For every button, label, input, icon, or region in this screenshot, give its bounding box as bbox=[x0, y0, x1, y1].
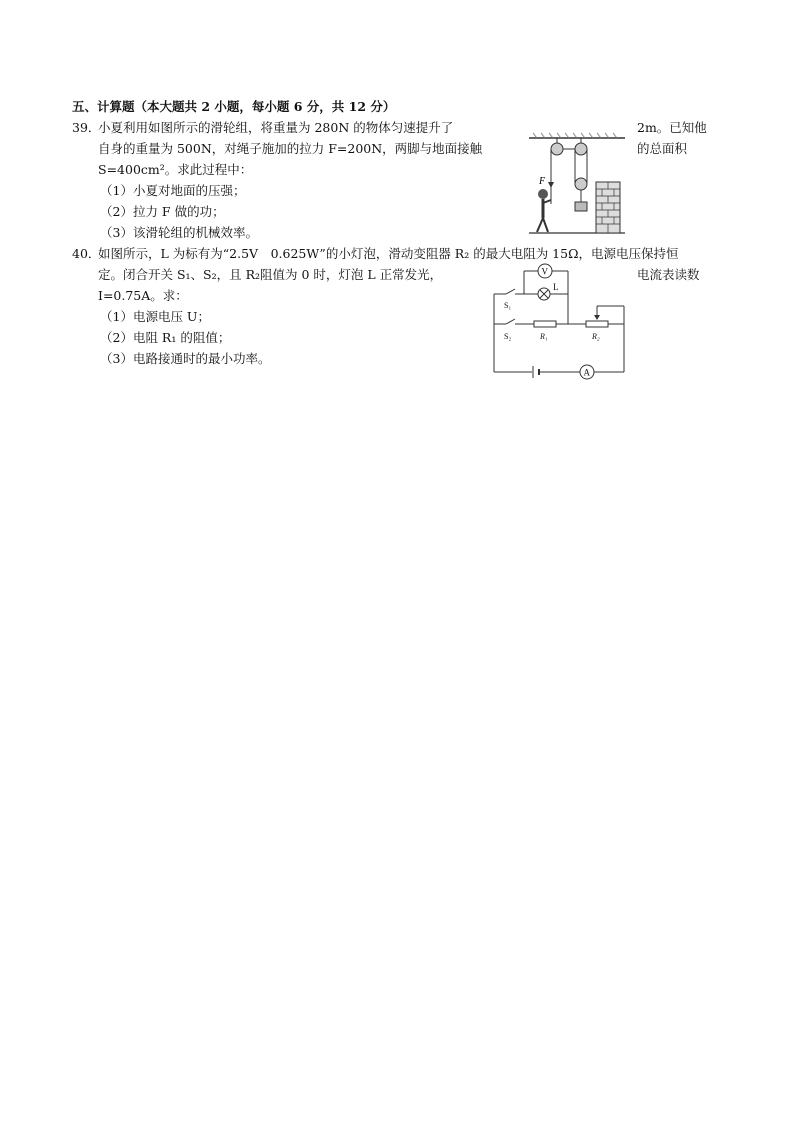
q39-line3: S=400cm²。求此过程中： bbox=[98, 162, 253, 177]
q39-number: 39． bbox=[72, 120, 101, 135]
q39-sub1: （1）小夏对地面的压强； bbox=[100, 183, 246, 198]
q40-line1: 如图所示，L 为标有为“2.5V 0.625W”的小灯泡，滑动变阻器 R₂ 的最大电阻为 15Ω，电源电压保持恒 bbox=[98, 246, 679, 261]
q40-number: 40． bbox=[72, 246, 101, 261]
q40-line2-right: 电流表读数 bbox=[637, 267, 700, 282]
circuit-diagram bbox=[488, 262, 630, 380]
q39-line2-left: 自身的重量为 500N，对绳子施加的拉力 F=200N，两脚与地面接触 bbox=[98, 141, 483, 156]
q39-line1-right: 2m。已知他 bbox=[637, 120, 707, 135]
lamp-label: L bbox=[553, 282, 559, 292]
section-title: 五、计算题（本大题共 2 小题，每小题 6 分，共 12 分） bbox=[72, 99, 396, 114]
switch-s1-label: S₁ bbox=[504, 301, 512, 310]
pulley-figure bbox=[525, 132, 635, 238]
q40-sub3: （3）电路接通时的最小功率。 bbox=[100, 351, 271, 366]
resistor-r1-label: R₁ bbox=[540, 332, 548, 341]
q39-sub3: （3）该滑轮组的机械效率。 bbox=[100, 225, 258, 240]
q39-line2-right: 的总面积 bbox=[637, 141, 688, 156]
voltmeter-label: V bbox=[541, 266, 548, 277]
force-label: F bbox=[539, 176, 546, 187]
q40-sub2: （2）电阻 R₁ 的阻值； bbox=[100, 330, 231, 345]
q40-line2-left: 定。闭合开关 S₁、S₂，且 R₂阻值为 0 时，灯泡 L 正常发光， bbox=[98, 267, 443, 282]
q39-line1-left: 小夏利用如图所示的滑轮组，将重量为 280N 的物体匀速提升了 bbox=[98, 120, 454, 135]
q40-sub1: （1）电源电压 U； bbox=[100, 309, 210, 324]
q40-line3: I=0.75A。求： bbox=[98, 288, 188, 303]
ammeter-label: A bbox=[583, 367, 590, 378]
resistor-r2-label: R₂ bbox=[592, 332, 600, 341]
q39-sub2: （2）拉力 F 做的功； bbox=[100, 204, 225, 219]
switch-s2-label: S₂ bbox=[504, 332, 512, 341]
